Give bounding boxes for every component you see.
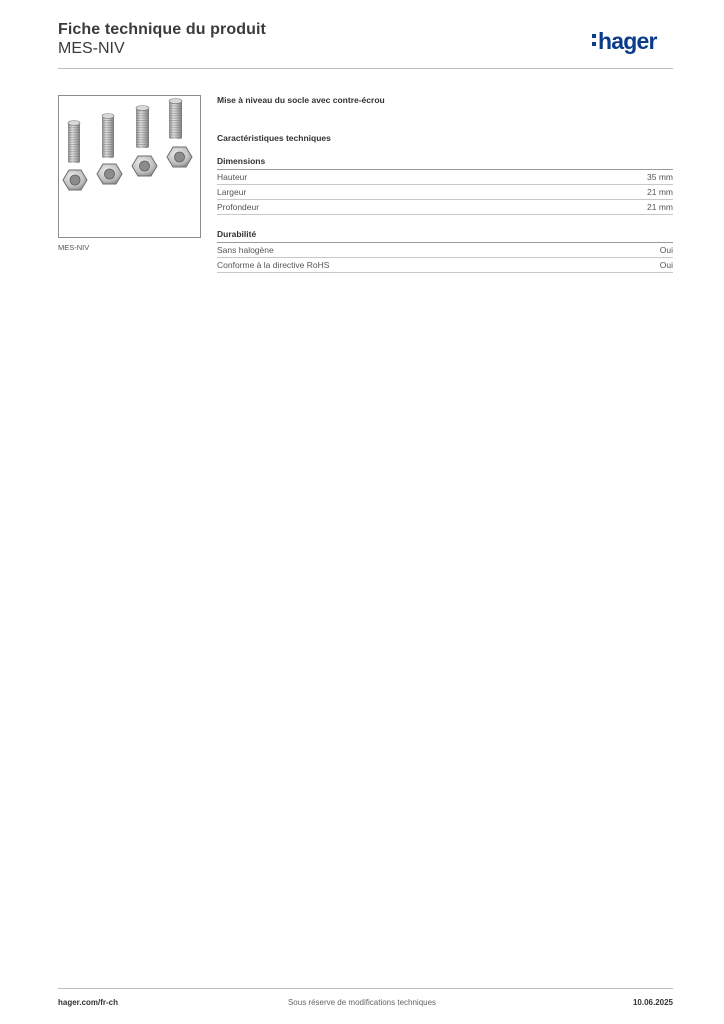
footer-note: Sous réserve de modifications techniques <box>287 998 437 1007</box>
footer-divider <box>58 988 673 989</box>
product-description: Mise à niveau du socle avec contre-écrou <box>217 95 385 105</box>
spec-row-halogen-free <box>217 243 673 258</box>
product-image <box>58 95 201 238</box>
spec-label: Largeur <box>217 187 247 197</box>
spec-label: Hauteur <box>217 172 248 182</box>
spec-row-height <box>217 170 673 185</box>
spec-value: Oui <box>659 260 673 270</box>
dimensions-heading: Dimensions <box>217 156 673 170</box>
image-caption: MES-NIV <box>58 243 90 252</box>
rod-1 <box>68 121 80 164</box>
nut-1 <box>63 170 87 190</box>
rod-4 <box>169 99 182 140</box>
spec-value: 21 mm <box>647 187 673 197</box>
nut-4 <box>167 147 192 167</box>
durability-heading: Durabilité <box>217 229 673 243</box>
logo-text: hager <box>598 28 657 54</box>
rod-3 <box>136 106 149 149</box>
spec-label: Conforme à la directive RoHS <box>217 260 330 270</box>
threaded-rods-and-nuts-illustration <box>59 96 200 237</box>
spec-row-depth <box>217 200 673 215</box>
hager-logo <box>592 28 657 54</box>
spec-label: Sans halogène <box>217 245 274 255</box>
footer-date: 10.06.2025 <box>632 998 673 1007</box>
footer-url[interactable]: hager.com/fr-ch <box>58 998 119 1007</box>
spec-row-rohs <box>217 258 673 273</box>
nut-3 <box>132 156 157 176</box>
spec-content <box>217 95 673 273</box>
spec-label: Profondeur <box>217 202 260 212</box>
nut-2 <box>97 164 122 184</box>
rod-2 <box>102 114 114 159</box>
spec-value: Oui <box>659 245 673 255</box>
header-divider <box>58 68 673 69</box>
spec-value: 21 mm <box>647 202 673 212</box>
page-title: Fiche technique du produit <box>58 21 266 38</box>
technical-specs-heading: Caractéristiques techniques <box>217 133 331 143</box>
product-reference: MES-NIV <box>58 40 125 57</box>
logo-dots-icon <box>592 28 596 50</box>
spec-value: 35 mm <box>647 172 673 182</box>
spec-row-width <box>217 185 673 200</box>
